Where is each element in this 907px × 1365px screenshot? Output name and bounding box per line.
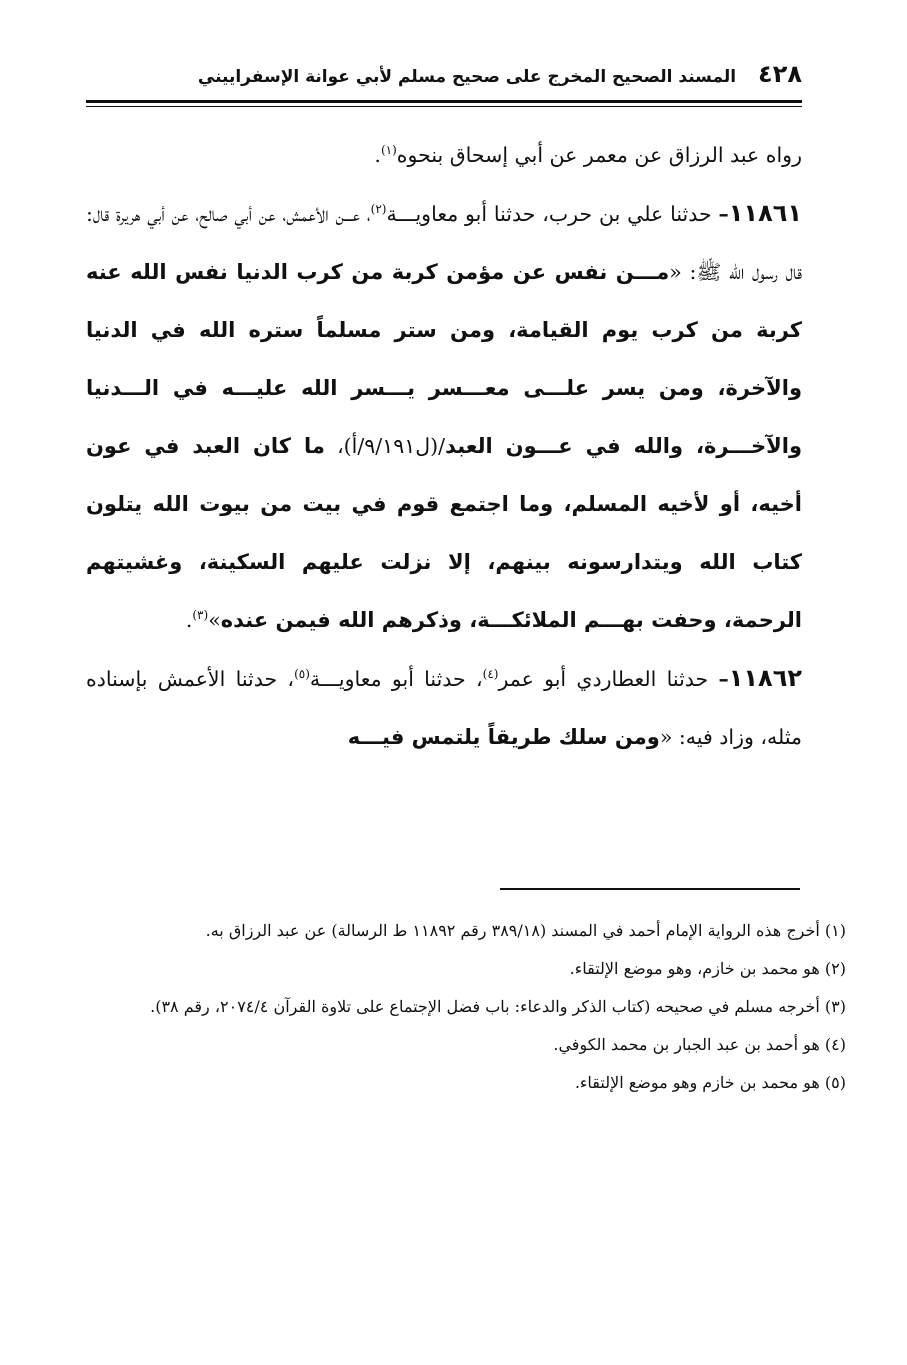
intro-text: رواه عبد الرزاق عن معمر عن أبي إسحاق بنحوه	[396, 143, 802, 167]
hadith-number-11861: ١١٨٦١	[728, 199, 803, 227]
isnad-11862-c: ، حدثنا الأعمش بإسناده مثله، وزاد فيه: «	[86, 667, 802, 749]
footnotes	[86, 912, 846, 1102]
page-number: ٤٢٨	[758, 60, 802, 88]
folio-marker: /(ل٩/١٩١/أ)،	[324, 434, 446, 458]
footnote-2: (٢) هو محمد بن خازم، وهو موضع الإلتقاء.	[569, 959, 846, 978]
running-title: المسند الصحيح المخرج على صحيح مسلم لأبي عوانة الإسفراييني	[197, 67, 737, 87]
footnote-ref-5: (٥)	[294, 667, 310, 682]
main-text	[86, 126, 802, 766]
header-rule-thin	[86, 106, 802, 107]
isnad-11861-b: ، عـــن الأعمش، عن أبي صالح، عن أبي هريرة قال: قال رسول الله ﷺ: «	[86, 202, 803, 284]
footnote-ref-1: (١)	[380, 143, 397, 158]
isnad-11861-a: حدثنا علي بن حرب، حدثنا أبو معاويـــة	[386, 202, 719, 226]
footnote-ref-2: (٢)	[370, 202, 387, 217]
footnote-1: (١) أخرج هذه الرواية الإمام أحمد في المسند (٣٨٩/١٨ رقم ١١٨٩٢ ط الرسالة) عن عبد الرزاق به.	[205, 921, 846, 940]
paragraph-intro	[86, 126, 802, 184]
matn-11861-b: ما كان العبد في عون أخيه، أو لأخيه المسلم، وما اجتمع قوم في بيت من بيوت الله يتلون كتاب الله ويتدارسونه بينهم، إلا نزلت عليهم السكينة، وغشيتهم الرحمة، وحفت بهـــم الملائكـــة، وذكرهم الله فيمن عنده	[86, 434, 802, 632]
hadith-11862	[86, 649, 802, 766]
matn-11862: ومن سلك طريقاً يلتمس فيـــه	[347, 725, 660, 749]
matn-11861-a: مـــن نفس عن مؤمن كربة من كرب الدنيا نفس الله عنه كربة من كرب يوم القيامة، ومن ستر مسلماً ستره الله في الدنيا والآخرة، ومن يسر علـــى معـــسر يـــسر الله عليـــه في الـــدنيا والآخـــرة، والله في عـــون العبد	[86, 260, 803, 458]
page-header	[86, 60, 802, 100]
footnote-ref-4: (٤)	[482, 667, 499, 682]
quote-close: »	[208, 608, 221, 632]
intro-end: .	[374, 143, 381, 167]
hadith-11861	[86, 184, 802, 649]
footnote-ref-3: (٣)	[192, 608, 209, 623]
footnote-3: (٣) أخرجه مسلم في صحيحه (كتاب الذكر والدعاء: باب فضل الإجتماع على تلاوة القرآن ٢٠٧٤/٤، رقم ٣٨).	[150, 997, 846, 1016]
hadith-11861-end: .	[185, 608, 193, 632]
isnad-11862-a: حدثنا العطاردي أبو عمر	[498, 667, 719, 691]
hadith-number-11862: ١١٨٦٢	[728, 664, 802, 692]
footnote-5: (٥) هو محمد بن خازم وهو موضع الإلتقاء.	[574, 1073, 846, 1092]
hadith-dash: –	[718, 667, 729, 691]
footnote-4: (٤) هو أحمد بن عبد الجبار بن محمد الكوفي.	[553, 1035, 846, 1054]
header-rule	[86, 100, 802, 103]
hadith-dash: –	[718, 202, 729, 226]
footnote-rule	[500, 888, 800, 890]
isnad-11862-b: ، حدثنا أبو معاويـــة	[309, 667, 483, 691]
